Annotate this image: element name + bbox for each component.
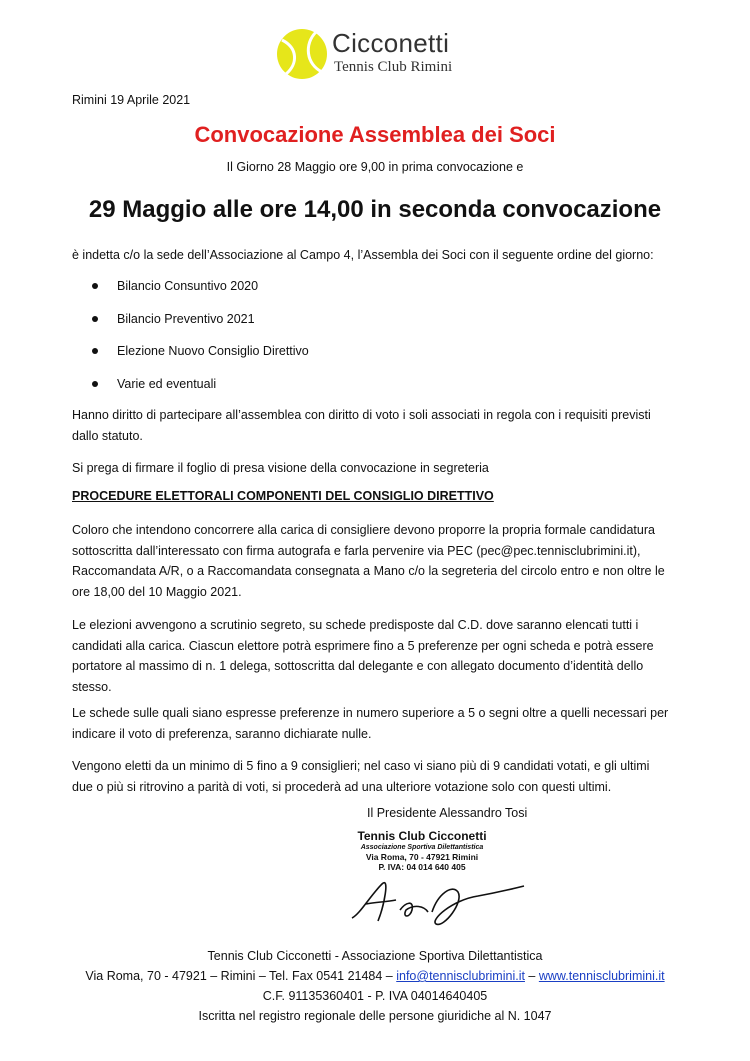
- paragraph-sign: Si prega di firmare il foglio di presa visione della convocazione in segreteria: [72, 461, 489, 475]
- paragraph-rights: Hanno diritto di partecipare all’assemblea con diritto di voto i soli associati in regola con i requisiti previsti dallo statuto.: [72, 408, 651, 443]
- stamp-type: Associazione Sportiva Dilettantistica: [360, 844, 484, 851]
- intro-text: è indetta c/o la sede dell’Associazione al Campo 4, l’Assembla dei Soci con il seguente ordine del giorno:: [72, 248, 654, 262]
- agenda-item: Bilancio Consuntivo 2020: [92, 278, 309, 311]
- bullet-icon: [92, 348, 98, 354]
- agenda-list: [92, 278, 309, 409]
- letter-title: Convocazione Assemblea dei Soci: [194, 122, 556, 147]
- first-convocation: Il Giorno 28 Maggio ore 9,00 in prima convocazione e: [226, 160, 524, 174]
- stamp-vat: P. IVA: 04 014 640 405: [378, 862, 466, 872]
- bullet-icon: [92, 316, 98, 322]
- handwritten-signature: [340, 866, 540, 936]
- signatory: Il Presidente Alessandro Tosi: [367, 806, 528, 820]
- paragraph-elected: Vengono eletti da un minimo di 5 fino a 9 consiglieri; nel caso vi siano più di 9 candidati votati, e gli ultimi due o più si ritrovino a parità di voti, si procederà ad una ulteriore votazione solo con questi ultimi.: [72, 759, 650, 794]
- footer-line-2: Via Roma, 70 - 47921 – Rimini – Tel. Fax 0541 21484 – info@tennisclubrimini.it – www.tennisclubrimini.it: [85, 969, 665, 983]
- procedures-heading: PROCEDURE ELETTORALI COMPONENTI DEL CONSIGLIO DIRETTIVO: [72, 489, 494, 503]
- footer-line-1: Tennis Club Cicconetti - Associazione Sportiva Dilettantistica: [207, 949, 543, 963]
- footer-line-3: C.F. 91135360401 - P. IVA 04014640405: [262, 989, 488, 1003]
- letter-footer: [0, 946, 750, 1026]
- bullet-icon: [92, 381, 98, 387]
- paragraph-candidates: Coloro che intendono concorrere alla carica di consigliere devono proporre la propria formale candidatura sottoscritta dall’interessato con firma autografa e farla pervenire via PEC (pec@pec.tennisclubrimini.it), Raccomandata A/R, o a Raccomandata consegnata a Mano c/o la segreteria del circolo entro e non oltre le ore 18,00 del 10 Maggio 2021.: [72, 523, 665, 599]
- logo-name: Cicconetti: [332, 28, 450, 58]
- paragraph-null-ballots: Le schede sulle quali siano espresse preferenze in numero superiore a 5 o segni oltre a quelli necessari per indicare il voto di preferenza, saranno dichiarate nulle.: [72, 706, 669, 741]
- website-link[interactable]: www.tennisclubrimini.it: [538, 969, 665, 983]
- stamp-name: Tennis Club Cicconetti: [357, 829, 487, 843]
- club-logo: [276, 26, 486, 82]
- email-link[interactable]: info@tennisclubrimini.it: [396, 969, 525, 983]
- logo-subtitle: Tennis Club Rimini: [334, 59, 453, 75]
- tennis-ball-icon: [276, 28, 328, 80]
- bullet-icon: [92, 283, 98, 289]
- letter-date: Rimini 19 Aprile 2021: [72, 93, 191, 107]
- footer-line-4: Iscritta nel registro regionale delle persone giuridiche al N. 1047: [198, 1009, 552, 1023]
- agenda-item: Bilancio Preventivo 2021: [92, 311, 309, 344]
- second-convocation: 29 Maggio alle ore 14,00 in seconda convocazione: [88, 196, 662, 223]
- agenda-item: Varie ed eventuali: [92, 376, 309, 409]
- stamp-address: Via Roma, 70 - 47921 Rimini: [365, 852, 479, 862]
- paragraph-elections: Le elezioni avvengono a scrutinio segreto, su schede predisposte dal C.D. dove saranno elencati tutti i candidati alla carica. Ciascun elettore potrà esprimere fino a 5 preferenze per ogni scheda e potrà essere portatore al massimo di n. 1 delega, sottoscritta dal delegante e con allegato documento d’identità dello stesso.: [72, 618, 654, 694]
- agenda-item: Elezione Nuovo Consiglio Direttivo: [92, 343, 309, 376]
